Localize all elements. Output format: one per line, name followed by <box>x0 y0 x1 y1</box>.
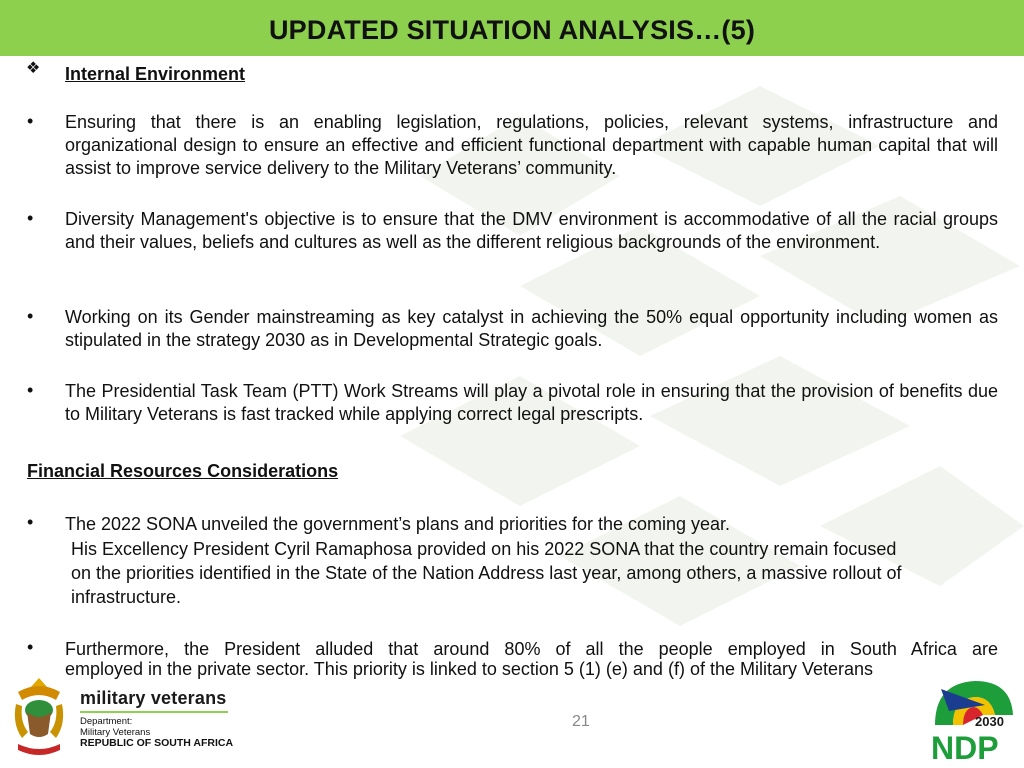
dept-wordmark: military veterans <box>80 688 227 708</box>
bullet-icon: • <box>27 637 34 657</box>
bullet-icon: • <box>27 512 34 532</box>
ndp-year: 2030 <box>975 714 1004 729</box>
internal-environment-heading: Internal Environment <box>65 64 246 84</box>
bullet-icon: • <box>27 306 34 326</box>
bullet-icon: • <box>27 111 34 131</box>
dept-label-line-1: Department: <box>80 716 133 727</box>
dept-label-line-3: REPUBLIC OF SOUTH AFRICA <box>80 737 234 749</box>
internal-bullet-2: Diversity Management's objective is to ensure that the DMV environment is accommodative of all the racial groups and their values, beliefs and cultures as well as the different religious backgrounds of the environment. <box>65 209 998 252</box>
page-number: 21 <box>572 713 590 730</box>
coat-of-arms-icon <box>8 674 70 760</box>
bullet-icon: • <box>27 380 34 400</box>
dept-label-line-2: Military Veterans <box>80 727 151 738</box>
ndp-2030-logo-icon <box>925 675 1019 763</box>
internal-bullet-4: The Presidential Task Team (PTT) Work Streams will play a pivotal role in ensuring that the provision of benefits due to Military Veterans is fast tracked while applying correct legal prescripts. <box>65 381 998 424</box>
sona-detail-line-1: His Excellency President Cyril Ramaphosa provided on his 2022 SONA that the country remain focused <box>71 539 897 559</box>
financial-resources-heading: Financial Resources Considerations <box>27 461 339 481</box>
sona-detail-line-2: on the priorities identified in the State of the Nation Address last year, among others, a massive rollout of <box>71 563 902 583</box>
furthermore-line-2: employed in the private sector. This priority is linked to section 5 (1) (e) and (f) of the Military Veterans <box>65 659 874 679</box>
internal-bullet-3: Working on its Gender mainstreaming as key catalyst in achieving the 50% equal opportunity including women as stipulated in the strategy 2030 as in Developmental Strategic goals. <box>65 307 998 350</box>
sona-line: The 2022 SONA unveiled the government’s plans and priorities for the coming year. <box>65 514 731 534</box>
sona-detail-line-3: infrastructure. <box>71 587 182 607</box>
diamond-bullet-icon: ❖ <box>26 60 41 77</box>
dept-wordmark-underline <box>80 711 228 713</box>
internal-bullet-1: Ensuring that there is an enabling legislation, regulations, policies, relevant systems, infrastructure and organizational design to ensure an effective and efficient functional department with capable human capital that will assist to improve service delivery to the Military Veterans’ community. <box>65 112 998 178</box>
bullet-icon: • <box>27 208 34 228</box>
ndp-text: NDP <box>931 730 999 763</box>
furthermore-line-1: Furthermore, the President alluded that around 80% of all the people employed in South Africa are <box>65 639 998 659</box>
slide-title: UPDATED SITUATION ANALYSIS…(5) <box>268 14 756 45</box>
dept-text-block <box>80 716 233 749</box>
